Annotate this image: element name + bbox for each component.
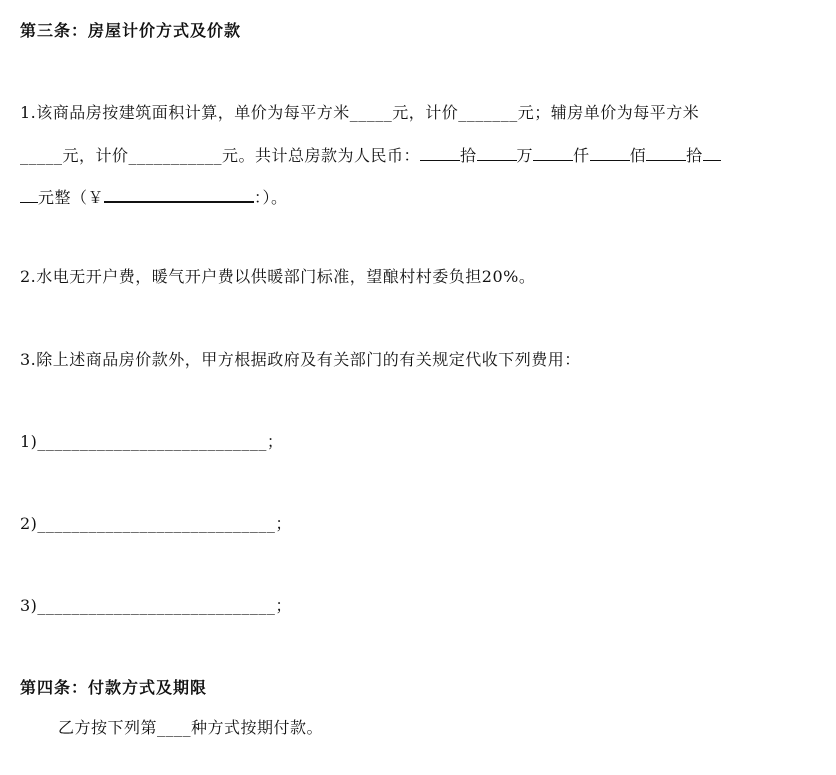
- fee-line-1: 1)___________________________；: [20, 432, 284, 451]
- blank-field[interactable]: [20, 188, 38, 203]
- item-2: 2.水电无开户费，暖气开户费以供暖部门标准，望酿村村委负担20%。: [20, 267, 536, 286]
- item-1-line-3-end: ：）。: [254, 188, 288, 207]
- article-4-body: 乙方按下列第____种方式按期付款。: [58, 718, 324, 737]
- blank-field[interactable]: [420, 146, 460, 161]
- blank-field[interactable]: [646, 146, 686, 161]
- item-1-line-3: [20, 187, 288, 208]
- blank-field[interactable]: [703, 146, 721, 161]
- blank-field[interactable]: [477, 146, 517, 161]
- unit-shi: 拾: [686, 146, 703, 165]
- unit-wan: 万: [516, 146, 534, 165]
- blank-field[interactable]: [590, 146, 630, 161]
- article-4-heading: 第四条：付款方式及期限: [20, 678, 208, 697]
- amount-field[interactable]: [104, 187, 254, 203]
- item-1-line-2-text: _____元，计价___________元。共计总房款为人民币：: [20, 146, 421, 165]
- fee-line-2: 2)____________________________；: [20, 514, 292, 533]
- item-3: 3.除上述商品房价款外，甲方根据政府及有关部门的有关规定代收下列费用：: [20, 350, 581, 369]
- item-1-line-3-text: 元整（￥: [38, 188, 105, 207]
- blank-field[interactable]: [533, 146, 573, 161]
- unit-shi-wan: 拾: [460, 146, 477, 165]
- fee-line-3: 3)____________________________；: [20, 596, 292, 615]
- article-3-heading: 第三条：房屋计价方式及价款: [20, 21, 242, 40]
- unit-qian: 仟: [573, 146, 590, 165]
- unit-bai: 佰: [629, 146, 647, 165]
- item-1-line-1: 1.该商品房按建筑面积计算，单价为每平方米_____元，计价_______元；辅房单价为每平方米: [20, 103, 700, 122]
- item-1-line-2: [20, 146, 721, 166]
